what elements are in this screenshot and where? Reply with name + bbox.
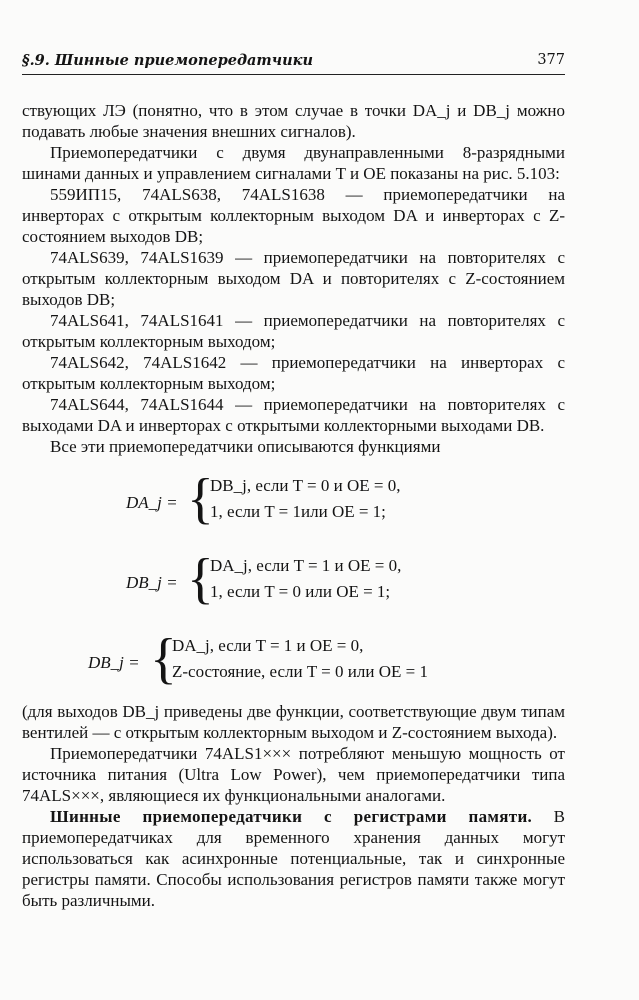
paragraph: Все эти приемопередатчики описываются функциями	[50, 437, 441, 456]
running-header	[22, 52, 565, 75]
paragraph: ствующих ЛЭ (понятно, что в этом случае в точки DA_j и DB_j можно подавать любые значения внешних сигналов).	[22, 101, 565, 141]
formula-case: DA_j, если T = 1 и OE = 0,	[210, 556, 402, 575]
subheading: Шинные приемопередатчики с регистрами памяти.	[50, 807, 533, 826]
formula-lhs: DB_j =	[126, 573, 178, 592]
formula-lhs: DA_j =	[126, 493, 178, 512]
page-number: 377	[537, 52, 565, 68]
formula-da	[22, 468, 565, 535]
formula-brace: {	[187, 548, 214, 610]
paragraph-text: В приемопередатчиках для временного хранения данных могут использоваться как асинхронные потенциальные, так и синхронные регистры памяти. Способы использования регистров памяти также могут быть различными.	[22, 807, 566, 910]
paragraph: 559ИП15, 74ALS638, 74ALS1638 — приемопередатчики на инверторах с открытым коллекторным выходом DA и инверторах с Z-состоянием выходов DB;	[22, 185, 565, 246]
paragraph: 74ALS642, 74ALS1642 — приемопередатчики на инверторах с открытым коллекторным выходом;	[22, 353, 565, 393]
paragraph: 74ALS639, 74ALS1639 — приемопередатчики на повторителях с открытым коллекторным выходом DA и повторителях с Z-состоянием выходов DB;	[22, 248, 565, 309]
formula-case: 1, если T = 0 или OE = 1;	[210, 582, 391, 601]
formula-db-2	[22, 628, 565, 695]
formula-brace: {	[187, 468, 214, 530]
section-title: §.9. Шинные приемопередатчики	[22, 52, 314, 69]
formula-case: 1, если T = 1или OE = 1;	[210, 502, 386, 521]
paragraph: (для выходов DB_j приведены две функции, соответствующие двум типам вентилей — с открытым коллекторным выходом и Z-состоянием выхода).	[22, 702, 565, 742]
paragraph: 74ALS641, 74ALS1641 — приемопередатчики на повторителях с открытым коллекторным выходом;	[22, 311, 565, 351]
paragraph: 74ALS644, 74ALS1644 — приемопередатчики на повторителях с выходами DA и инверторах с открытыми коллекторными выходами DB.	[22, 395, 565, 435]
formula-case: Z-состояние, если T = 0 или OE = 1	[172, 662, 428, 681]
page-body	[22, 100, 565, 911]
paragraph: Приемопередатчики с двумя двунаправленными 8-разрядными шинами данных и управлением сигналами T и OE показаны на рис. 5.103:	[22, 143, 565, 183]
formula-lhs: DB_j =	[88, 653, 140, 672]
paragraph	[22, 806, 565, 911]
formula-brace: {	[150, 628, 177, 690]
paragraph: Приемопередатчики 74ALS1××× потребляют меньшую мощность от источника питания (Ultra Low Power), чем приемопередатчики типа 74ALS×××, являющиеся их функциональными аналогами.	[22, 744, 565, 805]
formula-case: DB_j, если T = 0 и OE = 0,	[210, 476, 401, 495]
formula-db-1	[22, 548, 565, 615]
formula-case: DA_j, если T = 1 и OE = 0,	[172, 636, 364, 655]
